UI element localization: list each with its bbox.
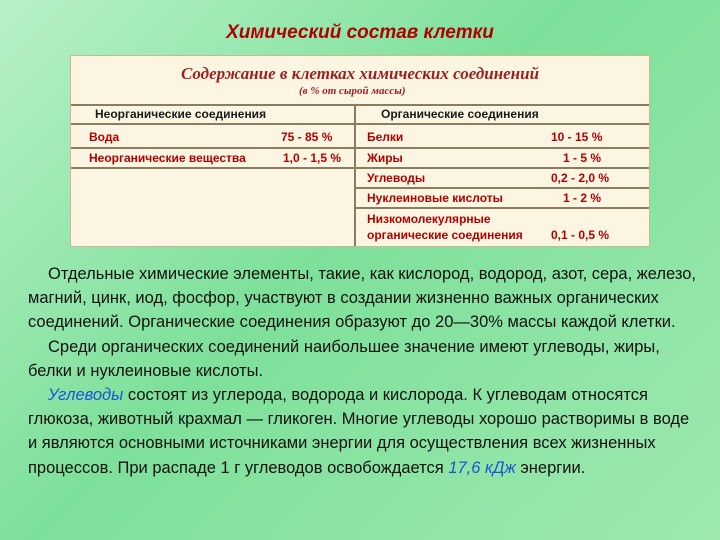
table-divider: [71, 104, 649, 106]
organic-name: Жиры: [367, 151, 403, 165]
inorganic-value: 1,0 - 1,5 %: [283, 151, 342, 165]
body-text: [28, 262, 698, 480]
table-divider: [355, 187, 649, 189]
organic-value: 0,2 - 2,0 %: [551, 171, 610, 185]
organic-value: 1 - 2 %: [563, 191, 602, 205]
paragraph-text: энергии.: [515, 458, 586, 477]
inorganic-value: 75 - 85 %: [281, 130, 333, 144]
paragraph-text: состоят из углерода, водорода и кислорода. К углеводам относятся глюкоза, животный крахмал — гликоген. Многие углеводы хорошо растворимы в воде и являются основными источниками энергии для осуществления всех жизненных процессов. При распаде 1 г углеводов освобождается: [28, 386, 690, 477]
organic-name: Низкомолекулярные: [367, 212, 491, 226]
organic-name: Углеводы: [367, 171, 426, 185]
table-divider: [71, 147, 649, 149]
paragraph: [28, 383, 698, 480]
table-divider: [71, 167, 649, 169]
composition-table: [70, 55, 650, 247]
paragraph-text: Отдельные химические элементы, такие, как кислород, водород, азот, сера, железо, магний, цинк, иод, фосфор, участвуют в создании жизненно важных органических соединений. Органические соединения образуют до 20—30% массы каждой клетки.: [28, 265, 696, 332]
table-column-divider: [354, 104, 356, 246]
table-divider: [355, 207, 649, 209]
slide-title: Химический состав клетки: [226, 22, 494, 43]
organic-name: Нуклеиновые кислоты: [367, 191, 503, 205]
organic-value: 10 - 15 %: [551, 130, 603, 144]
organic-name: органические соединения: [367, 228, 523, 242]
paragraph: [28, 262, 698, 335]
inorganic-name: Неорганические вещества: [89, 151, 246, 165]
table-title: Содержание в клетках химических соединений: [180, 64, 540, 83]
carbohydrates-term: Углеводы: [48, 386, 124, 405]
energy-value: 17,6 кДж: [448, 458, 516, 477]
organic-value: 0,1 - 0,5 %: [551, 228, 610, 242]
paragraph: [28, 335, 698, 383]
organic-name: Белки: [367, 130, 404, 144]
header-inorganic: Неорганические соединения: [95, 107, 267, 121]
paragraph-text: Среди органических соединений наибольшее значение имеют углеводы, жиры, белки и нуклеиновые кислоты.: [28, 337, 660, 380]
organic-value: 1 - 5 %: [563, 151, 602, 165]
header-organic: Органические соединения: [381, 107, 539, 121]
table-subtitle: (в % от сырой массы): [299, 85, 406, 97]
inorganic-name: Вода: [89, 130, 120, 144]
table-divider: [71, 123, 649, 125]
